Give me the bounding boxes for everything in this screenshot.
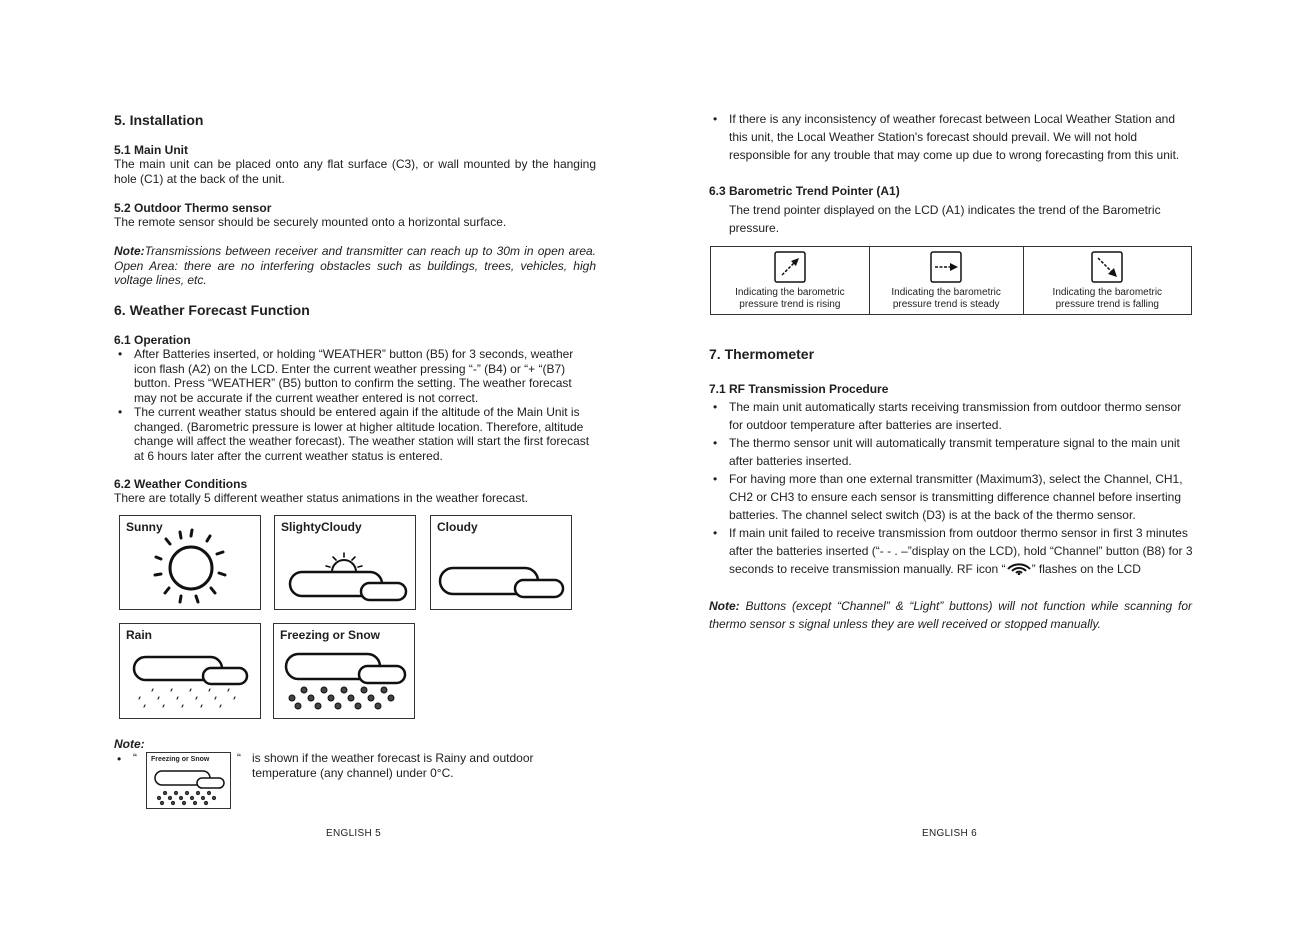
weather-note-label: Note: (114, 737, 145, 751)
section-6-2-title: 6.2 Weather Conditions (114, 477, 248, 491)
note-snow-icon-box (146, 752, 231, 809)
trend-line2: pressure trend is steady (892, 299, 1000, 310)
section-6-3-text: The trend pointer displayed on the LCD (A1) indicates the trend of the Barometric pressure. (729, 203, 1161, 235)
note-icon-label: Freezing or Snow (151, 756, 210, 763)
rf-text-after: ” flashes on the LCD (1031, 562, 1141, 576)
list-item: • For having more than one external transmitter (Maximum3), select the Channel, CH1, CH2 or CH3 to ensure each sensor is transmitting difference channel before inserting batteries. The channel select switch (D3) is at the back of the thermo sensor. (709, 470, 1194, 524)
weather-label: Sunny (126, 520, 163, 534)
section-5-title: 5. Installation (114, 112, 204, 128)
page-footer: ENGLISH 5 (326, 828, 381, 839)
trend-line2: pressure trend is rising (739, 299, 841, 310)
section-5-1-title: 5.1 Main Unit (114, 143, 189, 157)
trend-line1: Indicating the barometric (735, 287, 845, 298)
weather-box-slightly-cloudy (274, 515, 416, 610)
page-right (652, 0, 1304, 952)
section-5-2-text: The remote sensor should be securely mounted onto a horizontal surface. (114, 215, 507, 229)
trend-line1: Indicating the barometric (891, 287, 1001, 298)
weather-label: Freezing or Snow (280, 628, 381, 642)
section-5-1-text: The main unit can be placed onto any flat surface (C3), or wall mounted by the hanging hole (C1) at the back of the unit. (114, 157, 596, 186)
trend-cell-rising (711, 247, 870, 315)
weather-box-cloudy (430, 515, 572, 610)
section-7-1-title: 7.1 RF Transmission Procedure (709, 382, 889, 396)
section-7-title: 7. Thermometer (709, 346, 815, 362)
arrow-up-right-icon (774, 251, 806, 283)
rf-note (709, 597, 1192, 633)
weather-box-rain (119, 623, 261, 719)
section-5-2-title: 5.2 Outdoor Thermo sensor (114, 201, 272, 215)
forecast-disclaimer-list (709, 110, 1189, 164)
section-6-3-title: 6.3 Barometric Trend Pointer (A1) (709, 184, 900, 198)
weather-label: Cloudy (437, 520, 478, 534)
rf-text-before: If main unit failed to receive transmission from outdoor thermo sensor in first 3 minutes after the batteries inserted (“- - . –”display on the LCD), hold “Channel” button (B8) for 3 seconds to receive transmission manually. RF icon “ (729, 526, 1193, 576)
page-footer: ENGLISH 6 (922, 828, 977, 839)
installation-note (114, 244, 596, 288)
close-quote: “ (237, 751, 241, 765)
note-label: Note: (709, 599, 740, 613)
list-item: • If there is any inconsistency of weather forecast between Local Weather Station and this unit, the Local Weather Station's forecast should prevail. We will not hold responsible for any trouble that may come up due to wrong forecasting from this unit. (709, 110, 1189, 164)
weather-label: Rain (126, 628, 153, 642)
operation-list (114, 347, 592, 463)
snow-icon (147, 753, 232, 810)
list-item: • The main unit automatically starts receiving transmission from outdoor thermo sensor for outdoor temperature after batteries are inserted. (709, 398, 1194, 434)
note-text: Buttons (except “Channel” & “Light” buttons) will not function while scanning for thermo sensor s signal unless they are well received or stopped manually. (709, 599, 1192, 631)
section-6-title: 6. Weather Forecast Function (114, 302, 310, 318)
section-6-1-title: 6.1 Operation (114, 333, 191, 347)
note-text: Transmissions between receiver and transmitter can reach up to 30m in open area. Open Area: there are no interfering obstacles such as buildings, trees, vehicles, high voltage lines, etc. (114, 244, 596, 287)
trend-line2: pressure trend is falling (1055, 299, 1159, 310)
trend-cell-steady (869, 247, 1023, 315)
rf-procedure-list (709, 398, 1194, 578)
trend-line1: Indicating the barometric (1052, 287, 1163, 298)
list-item: • The thermo sensor unit will automatically transmit temperature signal to the main unit after batteries inserted. (709, 434, 1194, 470)
weather-box-snow (273, 623, 415, 719)
trend-cell-falling (1023, 247, 1191, 315)
weather-label: SlightyCloudy (281, 520, 362, 534)
arrow-right-icon (930, 251, 962, 283)
list-item: • After Batteries inserted, or holding “WEATHER” button (B5) for 3 seconds, weather icon flash (A2) on the LCD. Enter the current weather pressing “-” (B4) or “+ “(B7) button. Press “WEATHER” (B5) button to confirm the setting. The weather forecast may not be accurate if the current weather entered is not correct. (114, 347, 592, 405)
arrow-down-right-icon (1091, 251, 1123, 283)
rf-signal-icon (1006, 561, 1032, 575)
weather-box-sunny (119, 515, 261, 610)
weather-note-text: is shown if the weather forecast is Rainy and outdoor temperature (any channel) under 0°C. (252, 751, 534, 780)
open-quote: “ (133, 751, 137, 765)
bullet: • (117, 752, 122, 766)
list-item: • The current weather status should be entered again if the altitude of the Main Unit is changed. (Barometric pressure is lower at higher altitude location. Therefore, altitude change will affect the weather forecast). The weather station will start the first forecast at 6 hours later after the current weather status is entered. (114, 405, 592, 463)
note-label: Note: (114, 244, 145, 258)
section-6-2-text: There are totally 5 different weather status animations in the weather forecast. (114, 491, 528, 505)
trend-pointer-table (710, 246, 1192, 315)
list-item (709, 524, 1194, 578)
